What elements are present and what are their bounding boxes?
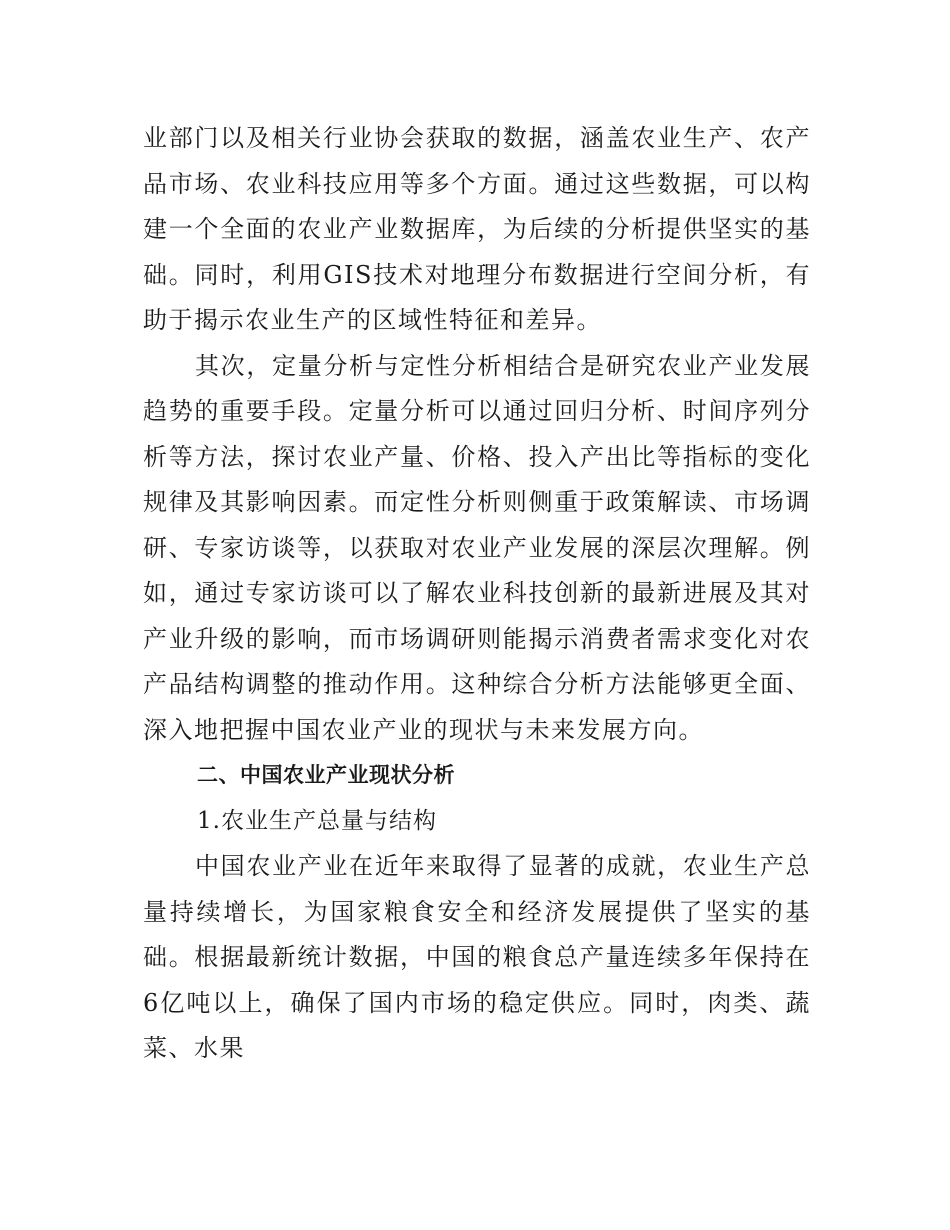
paragraph-analysis-methods: 其次，定量分析与定性分析相结合是研究农业产业发展趋势的重要手段。定量分析可以通过回归分析、时间序列分析等方法，探讨农业产量、价格、投入产出比等指标的变化规律及其影响因素。而定性分析则侧重于政策解读、市场调研、专家访谈等，以获取对农业产业发展的深层次理解。例如，通过专家访谈可以了解农业科技创新的最新进展及其对产业升级的影响，而市场调研则能揭示消费者需求变化对农产品结构调整的推动作用。这种综合分析方法能够更全面、深入地把握中国农业产业的现状与未来发展方向。: [143, 351, 811, 744]
document-body: [143, 116, 811, 1072]
paragraph-data-sources: 业部门以及相关行业协会获取的数据，涵盖农业生产、农产品市场、农业科技应用等多个方面。通过这些数据，可以构建一个全面的农业产业数据库，为后续的分析提供坚实的基础。同时，利用GIS技术对地理分布数据进行空间分析，有助于揭示农业生产的区域性特征和差异。: [143, 124, 811, 334]
paragraph-production-overview: 中国农业产业在近年来取得了显著的成就，农业生产总量持续增长，为国家粮食安全和经济发展提供了坚实的基础。根据最新统计数据，中国的粮食总产量连续多年保持在6亿吨以上，确保了国内市场的稳定供应。同时，肉类、蔬菜、水果: [143, 852, 811, 1062]
subsection-heading: 1.农业生产总量与结构: [197, 807, 437, 834]
section-heading: 二、中国农业产业现状分析: [197, 763, 455, 787]
